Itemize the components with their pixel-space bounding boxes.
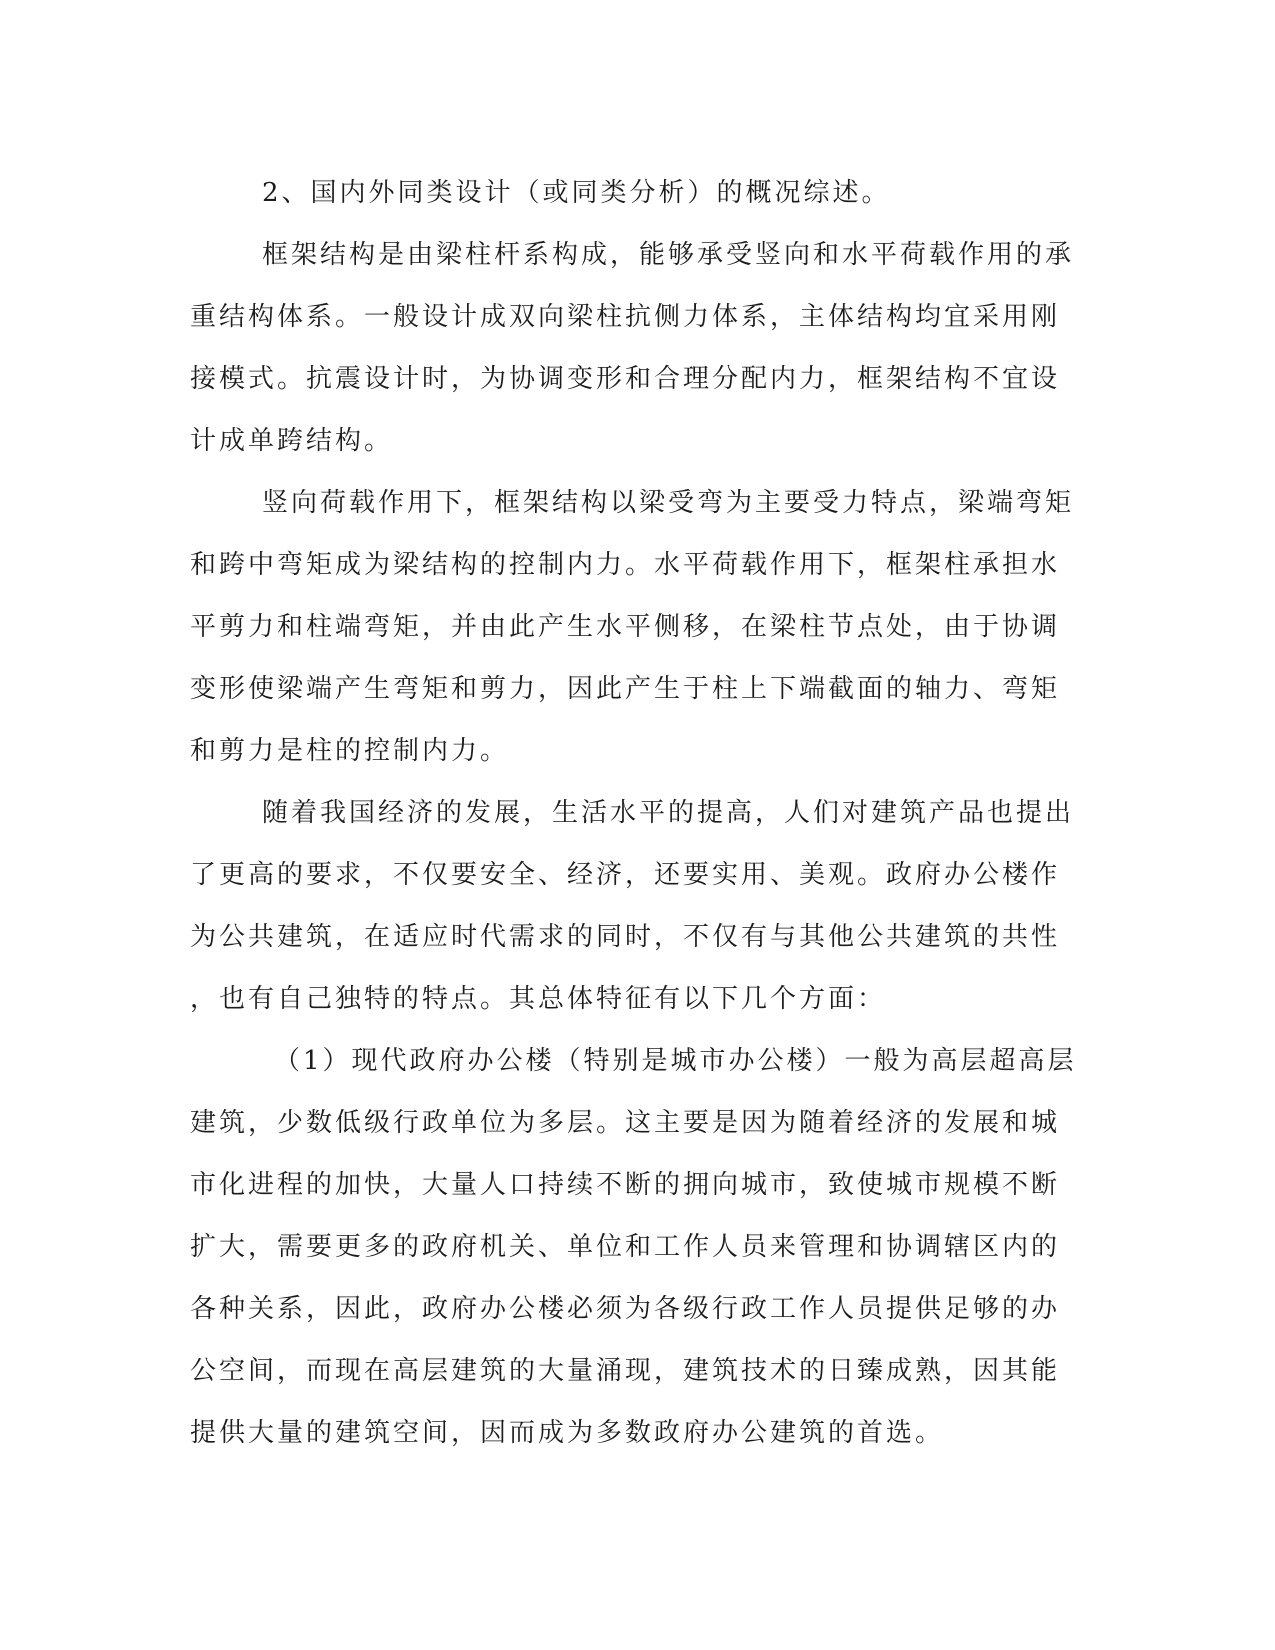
paragraph-line: 和剪力是柱的控制内力。 [190, 736, 510, 766]
paragraph-line: 框架结构是由梁柱杆系构成，能够承受竖向和水平荷载作用的承 [262, 240, 1075, 270]
paragraph-line: 平剪力和柱端弯矩，并由此产生水平侧移，在梁柱节点处，由于协调 [190, 612, 1061, 642]
paragraph-line: ，也有自己独特的特点。其总体特征有以下几个方面： [190, 984, 887, 1014]
paragraph-line: 了更高的要求，不仅要安全、经济，还要实用、美观。政府办公楼作 [190, 860, 1061, 890]
paragraph-line: 重结构体系。一般设计成双向梁柱抗侧力体系，主体结构均宜采用刚 [190, 302, 1061, 332]
paragraph-line: 随着我国经济的发展，生活水平的提高，人们对建筑产品也提出 [262, 798, 1075, 828]
paragraph-line: 计成单跨结构。 [190, 426, 394, 456]
paragraph-line: 竖向荷载作用下，框架结构以梁受弯为主要受力特点，梁端弯矩 [262, 488, 1075, 518]
paragraph-line: 扩大，需要更多的政府机关、单位和工作人员来管理和协调辖区内的 [190, 1232, 1061, 1262]
paragraph-line: 市化进程的加快，大量人口持续不断的拥向城市，致使城市规模不断 [190, 1170, 1061, 1200]
document-body [190, 162, 1080, 1464]
section-heading: 2、国内外同类设计（或同类分析）的概况综述。 [262, 178, 891, 208]
paragraph-line: 和跨中弯矩成为梁结构的控制内力。水平荷载作用下，框架柱承担水 [190, 550, 1061, 580]
paragraph-line: 变形使梁端产生弯矩和剪力，因此产生于柱上下端截面的轴力、弯矩 [190, 674, 1061, 704]
paragraph-line: 公空间，而现在高层建筑的大量涌现，建筑技术的日臻成熟，因其能 [190, 1356, 1061, 1386]
paragraph-line: 建筑，少数低级行政单位为多层。这主要是因为随着经济的发展和城 [190, 1108, 1061, 1138]
paragraph-line: 接模式。抗震设计时，为协调变形和合理分配内力，框架结构不宜设 [190, 364, 1061, 394]
paragraph-line: 各种关系，因此，政府办公楼必须为各级行政工作人员提供足够的办 [190, 1294, 1061, 1324]
paragraph-line: （1）现代政府办公楼（特别是城市办公楼）一般为高层超高层 [274, 1046, 1077, 1076]
paragraph-line: 提供大量的建筑空间，因而成为多数政府办公建筑的首选。 [190, 1418, 945, 1448]
paragraph-line: 为公共建筑，在适应时代需求的同时，不仅有与其他公共建筑的共性 [190, 922, 1061, 952]
